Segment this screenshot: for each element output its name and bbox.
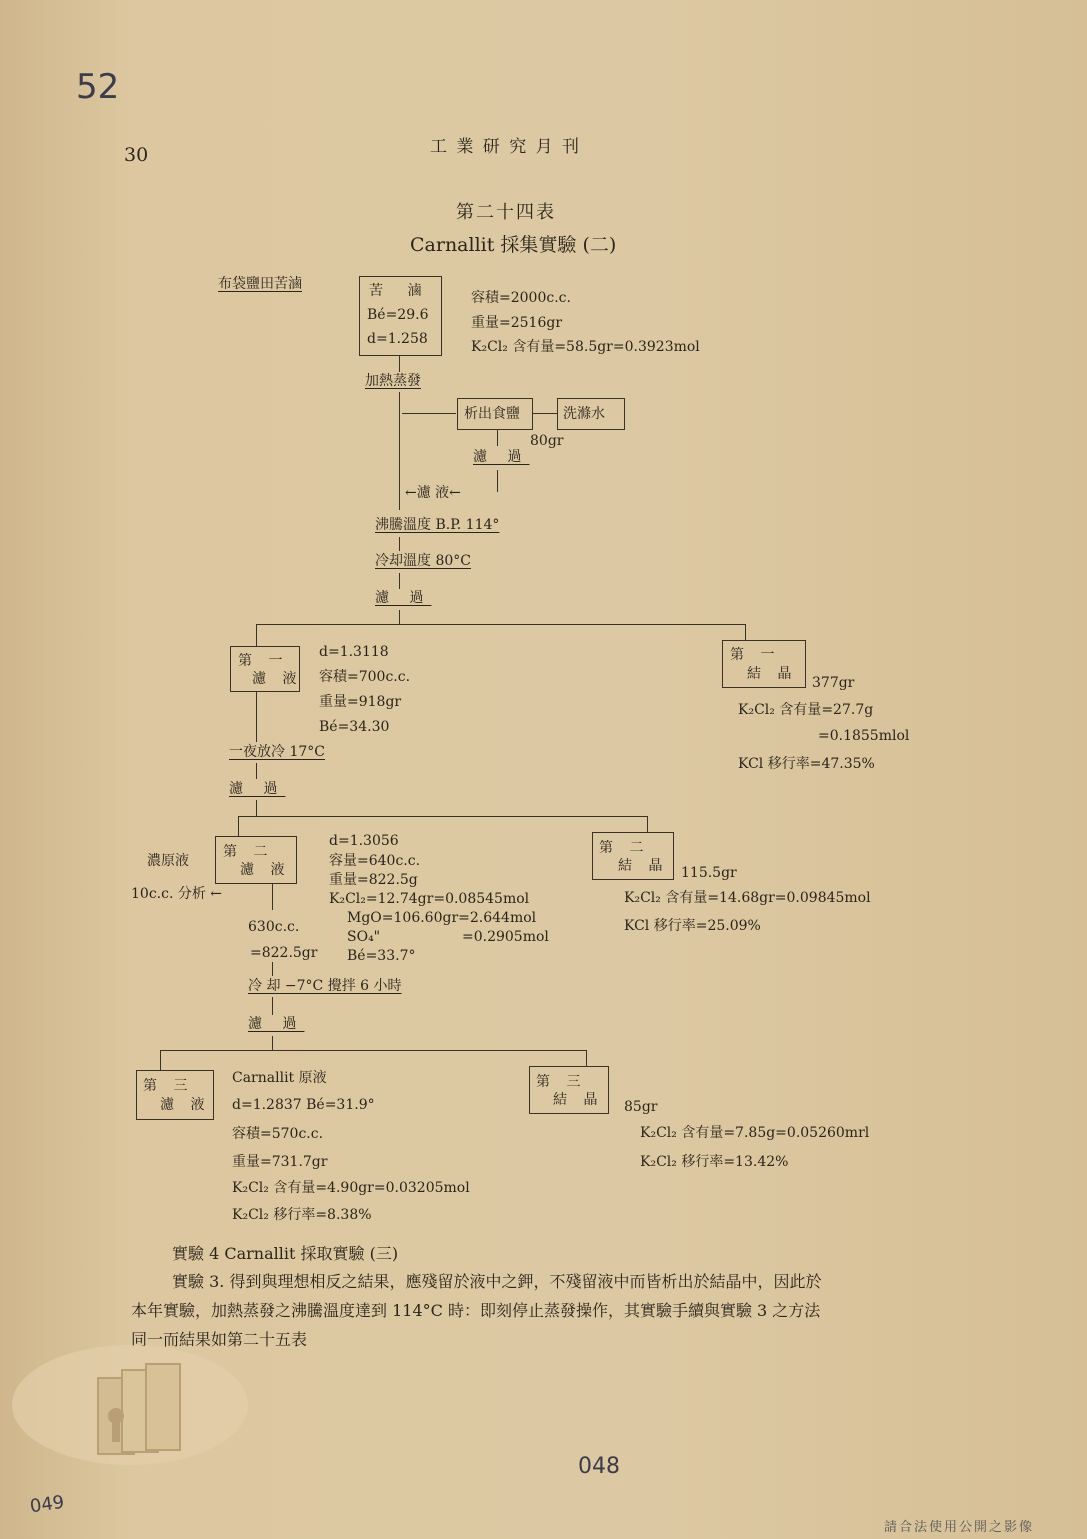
filter-step-4: 濾 過 [248, 1016, 305, 1032]
usage-watermark: 請合法使用公開之影像 [884, 1520, 1035, 1535]
bittern-be: Bé=29.6 [367, 307, 429, 323]
footer-handwritten-mark: 048 [578, 1454, 620, 1479]
to-salt-arrow [402, 413, 456, 414]
boiling-temp: 沸騰溫度 B.P. 114° [375, 517, 500, 533]
overnight-cool: 一夜放冷 17°C [229, 744, 325, 760]
first-crystal-line1: 第 一 [730, 647, 781, 663]
connector [238, 816, 239, 836]
remaining-volume: 630c.c. [248, 919, 300, 935]
f2-mgo: MgO=106.60gr=2.644mol [347, 910, 537, 926]
connector [745, 624, 746, 640]
connector [272, 1036, 273, 1050]
c1-k2cl2: K₂Cl₂ 含有量=27.7g [738, 702, 874, 718]
journal-title: 工 業 研 究 月 刊 [430, 137, 582, 157]
connector [160, 1050, 161, 1070]
table-title: Carnallit 採集實驗 (二) [410, 234, 617, 256]
f2-so4: SO₄" [347, 929, 381, 945]
third-filtrate-line1: 第 三 [143, 1078, 194, 1094]
third-filtrate-line2: 濾 液 [160, 1097, 211, 1113]
start-volume: 容積=2000c.c. [471, 290, 571, 306]
f1-be: Bé=34.30 [319, 719, 390, 735]
bittern-density: d=1.258 [367, 331, 428, 347]
filter-step-2: 濾 過 [375, 590, 432, 606]
filtrate-return: ←濾 液← [405, 485, 461, 501]
start-weight: 重量=2516gr [471, 315, 563, 331]
archive-logo-icon [10, 1330, 250, 1480]
paragraph-line-2: 本年實驗，加熱蒸發之沸騰溫度達到 114°C 時：即刻停止蒸發操作，其實驗手續與實驗 3 之方法 [131, 1301, 821, 1320]
filter-step-3: 濾 過 [229, 781, 286, 797]
third-crystal-line2: 結 晶 [553, 1092, 604, 1108]
wash-arrow [533, 413, 557, 414]
split-line-2 [238, 816, 647, 817]
connector [272, 962, 273, 976]
f2-k2cl2: K₂Cl₂=12.74gr=0.08545mol [329, 891, 530, 907]
f2-volume: 容量=640c.c. [329, 853, 421, 869]
c1-mol: =0.1855mlol [818, 728, 910, 744]
corner-handwritten-mark: 049 [28, 1491, 66, 1518]
f3-density-be: d=1.2837 Bé=31.9° [232, 1097, 375, 1113]
connector [497, 430, 498, 446]
connector [256, 624, 257, 646]
experiment-4-heading: 實驗 4 Carnallit 採取實驗 (三) [172, 1244, 399, 1263]
connector [647, 816, 648, 832]
handwritten-page-number: 52 [76, 67, 120, 107]
third-crystal-line1: 第 三 [536, 1074, 587, 1090]
f3-weight: 重量=731.7gr [232, 1154, 328, 1170]
connector [256, 800, 257, 816]
split-line-3 [160, 1050, 586, 1051]
connector [272, 997, 273, 1015]
cooling-temp: 冷却溫度 80°C [375, 553, 471, 569]
connector [399, 356, 400, 372]
connector [497, 470, 498, 492]
second-filtrate-line2: 濾 液 [240, 862, 291, 878]
salt-weight: 80gr [530, 433, 564, 449]
source-label: 布袋鹽田苦滷 [218, 276, 302, 292]
paragraph-line-1: 實驗 3. 得到與理想相反之結果，應殘留於液中之鉀，不殘留液中而皆析出於結晶中，因此於 [172, 1272, 822, 1291]
connector [586, 1050, 587, 1066]
c3-k2cl2: K₂Cl₂ 含有量=7.85g=0.05260mrl [640, 1125, 870, 1141]
start-k2cl2: K₂Cl₂ 含有量=58.5gr=0.3923mol [471, 339, 700, 355]
f2-density: d=1.3056 [329, 833, 399, 849]
f2-be: Bé=33.7° [347, 948, 416, 964]
sample-analysis: 10c.c. 分析 ← [131, 886, 223, 902]
c3-weight: 85gr [624, 1099, 658, 1115]
table-number: 第二十四表 [456, 202, 556, 223]
first-filtrate-line2: 濾 液 [252, 671, 303, 687]
second-crystal-line1: 第 二 [599, 840, 650, 856]
paragraph-line-3: 同一而結果如第二十五表 [131, 1330, 308, 1349]
f1-weight: 重量=918gr [319, 694, 402, 710]
split-line-1 [256, 624, 745, 625]
connector [256, 692, 257, 742]
c1-kcl-rate: KCl 移行率=47.35% [738, 756, 875, 772]
f2-weight: 重量=822.5g [329, 872, 418, 888]
salt-box-label: 析出食鹽 [464, 406, 520, 422]
c2-k2cl2: K₂Cl₂ 含有量=14.68gr=0.09845mol [624, 890, 871, 906]
f3-volume: 容積=570c.c. [232, 1126, 324, 1142]
f2-so4-mol: =0.2905mol [462, 929, 549, 945]
first-crystal-line2: 結 晶 [747, 666, 798, 682]
c2-kcl-rate: KCl 移行率=25.09% [624, 918, 761, 934]
wash-water-label: 洗滌水 [563, 406, 605, 422]
f1-volume: 容積=700c.c. [319, 669, 411, 685]
f1-density: d=1.3118 [319, 644, 389, 660]
connector [399, 573, 400, 589]
bittern-box-title: 苦 滷 [369, 283, 432, 299]
chill-step: 冷 却 −7°C 攪拌 6 小時 [248, 978, 402, 994]
page-number: 30 [124, 144, 149, 166]
main-line [399, 392, 400, 510]
concentrated-label: 濃原液 [147, 853, 189, 869]
c3-rate: K₂Cl₂ 移行率=13.42% [640, 1154, 789, 1170]
remaining-weight: =822.5gr [250, 945, 318, 961]
second-filtrate-line1: 第 二 [223, 844, 274, 860]
connector [272, 884, 273, 910]
first-filtrate-line1: 第 一 [238, 653, 289, 669]
filter-step-1: 濾 過 [473, 449, 530, 465]
f3-title: Carnallit 原液 [232, 1070, 327, 1086]
c2-weight: 115.5gr [681, 865, 737, 881]
connector [256, 763, 257, 779]
connector [399, 537, 400, 551]
heat-step: 加熱蒸發 [365, 373, 421, 389]
second-crystal-line2: 結 晶 [618, 858, 669, 874]
c1-weight: 377gr [812, 675, 855, 691]
f3-rate: K₂Cl₂ 移行率=8.38% [232, 1207, 372, 1223]
connector [399, 610, 400, 624]
f3-k2cl2: K₂Cl₂ 含有量=4.90gr=0.03205mol [232, 1180, 470, 1196]
